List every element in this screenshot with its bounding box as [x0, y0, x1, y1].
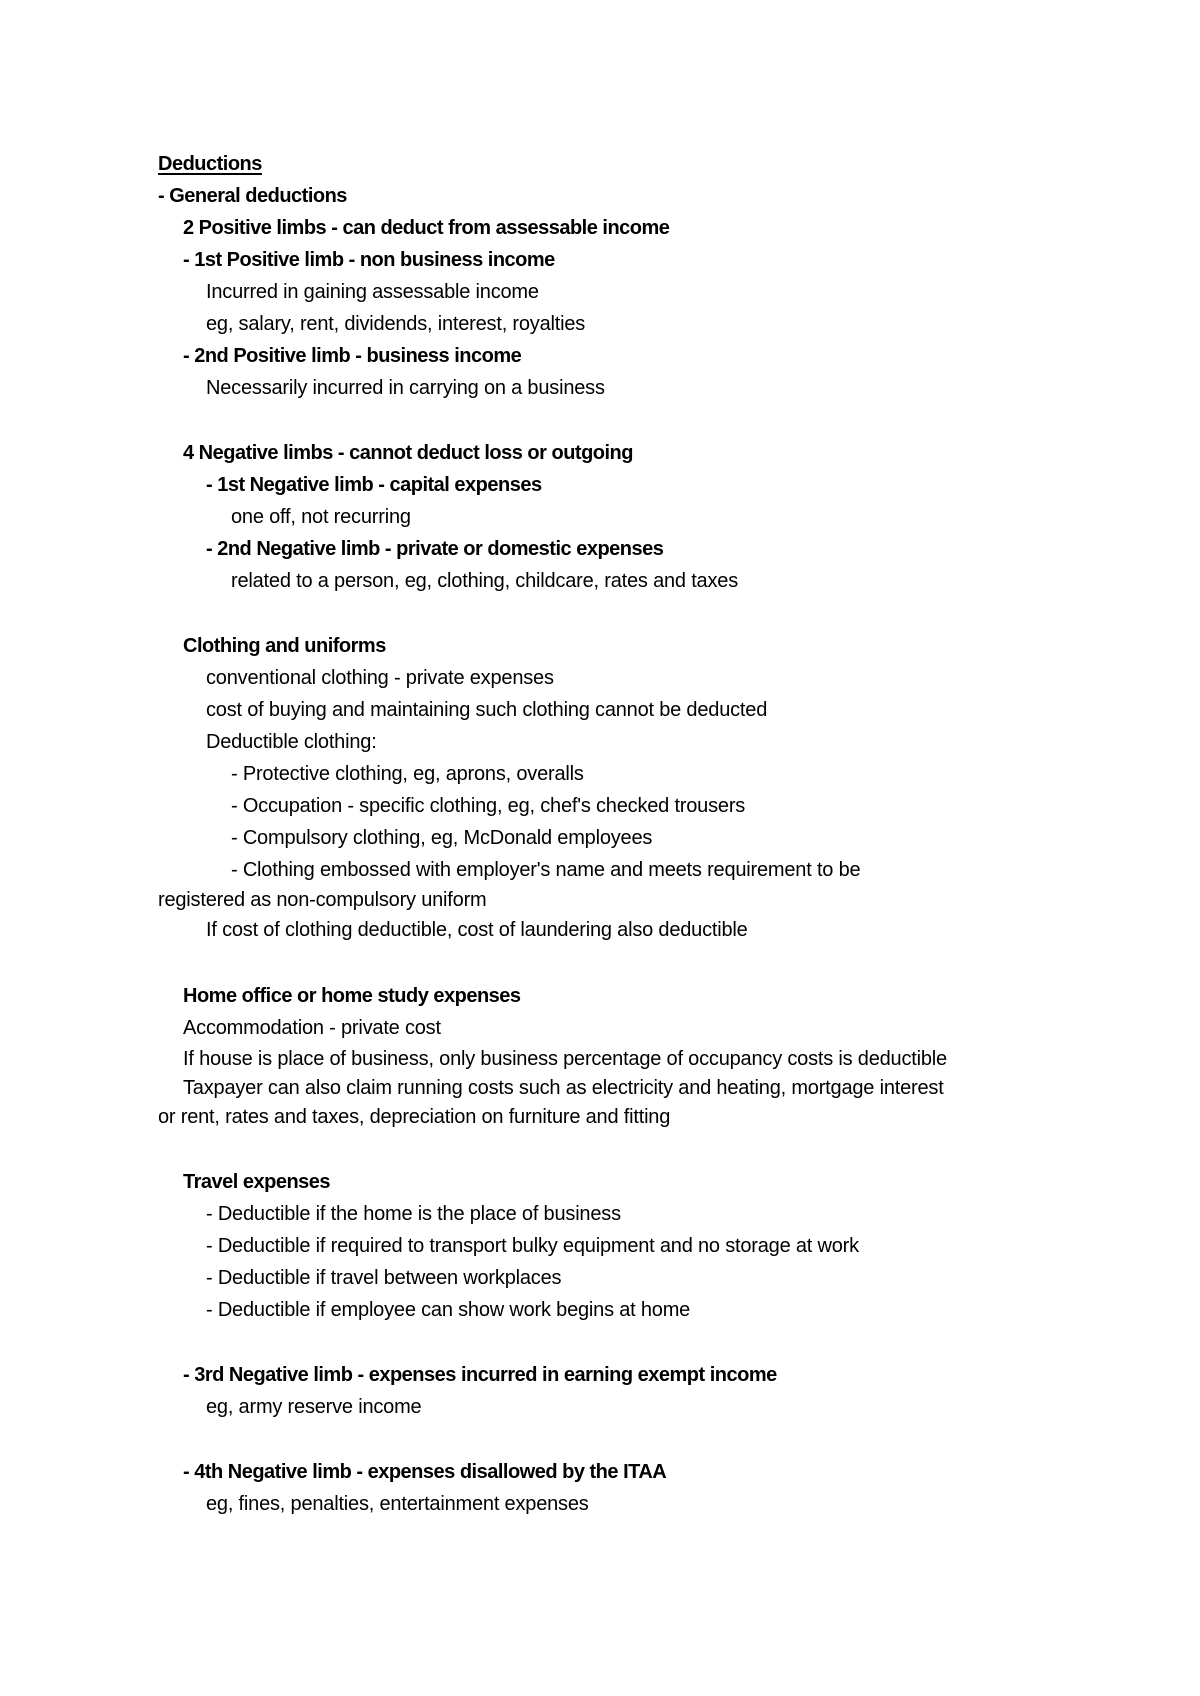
list-item: - Occupation - specific clothing, eg, chef's checked trousers: [231, 795, 746, 817]
subsection-heading: - 2nd Negative limb - private or domestic expenses: [206, 538, 664, 560]
body-line: If cost of clothing deductible, cost of laundering also deductible: [206, 919, 748, 941]
body-line: related to a person, eg, clothing, childcare, rates and taxes: [231, 570, 738, 592]
list-item: - Deductible if travel between workplaces: [206, 1267, 562, 1289]
body-line: cost of buying and maintaining such clothing cannot be deducted: [206, 699, 768, 721]
subsection-heading: - 1st Negative limb - capital expenses: [206, 474, 542, 496]
section-heading: 4 Negative limbs - cannot deduct loss or outgoing: [183, 442, 633, 464]
list-item: - Protective clothing, eg, aprons, overalls: [231, 763, 584, 785]
body-line: eg, army reserve income: [206, 1396, 422, 1418]
section-heading: Clothing and uniforms: [183, 635, 386, 657]
body-line: Necessarily incurred in carrying on a business: [206, 377, 605, 399]
body-line: one off, not recurring: [231, 506, 411, 528]
body-line: eg, fines, penalties, entertainment expenses: [206, 1493, 589, 1515]
list-item-continuation: registered as non-compulsory uniform: [158, 889, 487, 911]
subsection-heading: - 4th Negative limb - expenses disallowed by the ITAA: [183, 1461, 667, 1483]
list-item: - Clothing embossed with employer's name and meets requirement to be: [231, 859, 861, 881]
subsection-heading: - 1st Positive limb - non business income: [183, 249, 555, 271]
section-heading: 2 Positive limbs - can deduct from assessable income: [183, 217, 670, 239]
list-item: - Deductible if employee can show work begins at home: [206, 1299, 691, 1321]
subsection-heading: - 3rd Negative limb - expenses incurred in earning exempt income: [183, 1364, 777, 1386]
body-line-continuation: or rent, rates and taxes, depreciation on furniture and fitting: [158, 1106, 671, 1128]
body-line: Incurred in gaining assessable income: [206, 281, 539, 303]
body-line: If house is place of business, only business percentage of occupancy costs is deductible: [183, 1048, 947, 1070]
body-line: Taxpayer can also claim running costs such as electricity and heating, mortgage interest: [183, 1077, 944, 1099]
subsection-heading: - 2nd Positive limb - business income: [183, 345, 522, 367]
body-line: Accommodation - private cost: [183, 1017, 441, 1039]
section-heading: Travel expenses: [183, 1171, 331, 1193]
body-line: eg, salary, rent, dividends, interest, royalties: [206, 313, 586, 335]
document-title: Deductions: [158, 153, 262, 175]
section-heading: - General deductions: [158, 185, 347, 207]
list-item: - Deductible if required to transport bulky equipment and no storage at work: [206, 1235, 859, 1257]
section-heading: Home office or home study expenses: [183, 985, 521, 1007]
body-line: conventional clothing - private expenses: [206, 667, 554, 689]
list-item: - Deductible if the home is the place of business: [206, 1203, 621, 1225]
body-line: Deductible clothing:: [206, 731, 377, 753]
list-item: - Compulsory clothing, eg, McDonald employees: [231, 827, 653, 849]
